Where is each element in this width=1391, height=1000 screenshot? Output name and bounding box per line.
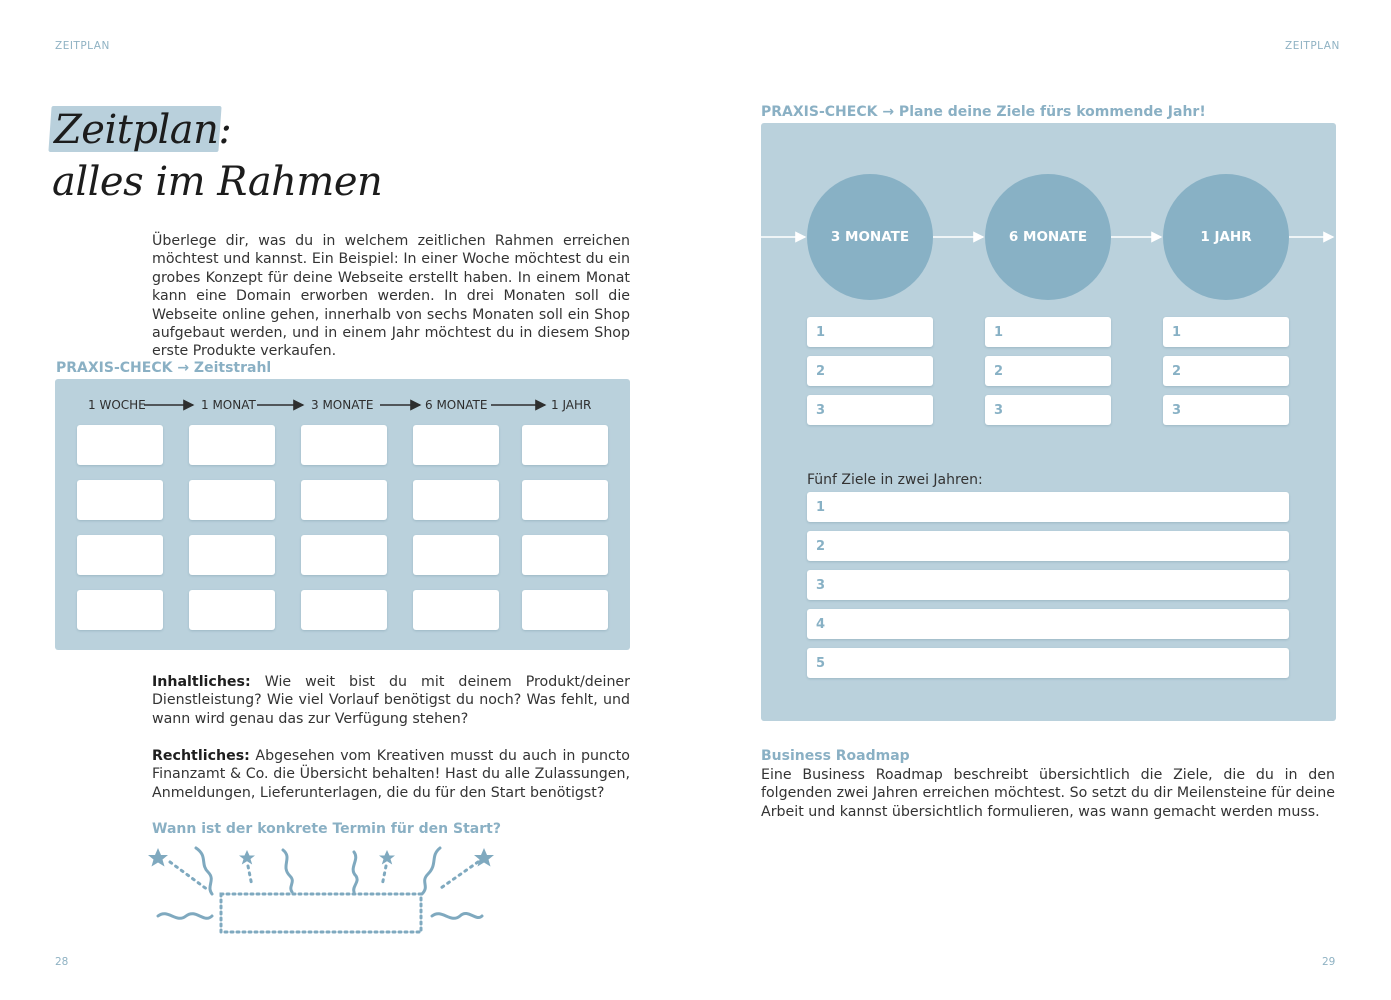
goal-number: 3: [816, 402, 826, 418]
celebration-decoration: [148, 842, 498, 940]
timeline-cell[interactable]: [189, 535, 275, 575]
goal-number: 2: [816, 538, 826, 554]
goal-number: 1: [994, 324, 1004, 340]
goal-number: 3: [1172, 402, 1182, 418]
milestone-circle-3-months: [807, 174, 933, 300]
goal-field-6-months-2[interactable]: [985, 356, 1111, 386]
title-line-1: Zeitplan:: [54, 107, 232, 153]
timeline-cell[interactable]: [522, 425, 608, 465]
goal-field-1-year-2[interactable]: [1163, 356, 1289, 386]
timeline-cell[interactable]: [413, 425, 499, 465]
two-year-goal-field-2[interactable]: [807, 531, 1289, 561]
timeline-cell[interactable]: [77, 480, 163, 520]
goal-number: 1: [816, 499, 826, 515]
timeline-label-3-months: 3 MONATE: [311, 398, 374, 412]
goal-field-3-months-1[interactable]: [807, 317, 933, 347]
goal-field-3-months-2[interactable]: [807, 356, 933, 386]
timeline-label-year: 1 JAHR: [551, 398, 592, 412]
timeline-cell[interactable]: [77, 535, 163, 575]
goals-panel: [761, 123, 1336, 721]
start-date-question: Wann ist der konkrete Termin für den Start?: [152, 821, 501, 837]
timeline-cell[interactable]: [301, 590, 387, 630]
timeline-label-6-months: 6 MONATE: [425, 398, 488, 412]
goal-field-3-months-3[interactable]: [807, 395, 933, 425]
goal-field-6-months-3[interactable]: [985, 395, 1111, 425]
goal-field-6-months-1[interactable]: [985, 317, 1111, 347]
goal-number: 4: [816, 616, 826, 632]
intro-paragraph: Überlege dir, was du in welchem zeitlichen Rahmen erreichen möchtest und kannst. Ein Beispiel: In einer Woche möchtest du ein grobes Konzept für deine Webseite erstellt haben. In einem Monat kann eine Domain erworben werden. In drei Monaten soll die Webseite online gehen, innerhalb von sechs Monaten soll ein Shop aufgebaut werden, und in einem Jahr möchtest du in diesem Shop erste Produkte verkaufen.: [152, 233, 630, 360]
goal-number: 2: [816, 363, 826, 379]
page-number-right: 29: [1322, 956, 1336, 968]
goal-number: 5: [816, 655, 826, 671]
timeline-cell[interactable]: [522, 590, 608, 630]
goal-number: 3: [994, 402, 1004, 418]
goal-field-1-year-3[interactable]: [1163, 395, 1289, 425]
goals-heading: PRAXIS-CHECK → Plane deine Ziele fürs kommende Jahr!: [761, 104, 1206, 120]
goal-number: 2: [994, 363, 1004, 379]
goal-number: 3: [816, 577, 826, 593]
legal-label: Rechtliches:: [152, 748, 250, 764]
timeline-cell[interactable]: [189, 480, 275, 520]
legal-text: Abgesehen vom Kreativen musst du auch in puncto Finanzamt & Co. die Übersicht behalten! Hast du alle Zulassungen, Anmeldungen, Lieferunterlagen, die du für den Start benötigst?: [152, 748, 630, 801]
timeline-cell[interactable]: [413, 535, 499, 575]
page-number-left: 28: [55, 956, 69, 968]
milestone-circle-1-year: [1163, 174, 1289, 300]
two-year-goal-field-4[interactable]: [807, 609, 1289, 639]
timeline-cell[interactable]: [189, 590, 275, 630]
content-text: Wie weit bist du mit deinem Produkt/deiner Dienstleistung? Wie viel Vorlauf benötigst du noch? Was fehlt, und wann wird genau das zur Verfügung stehen?: [152, 674, 630, 727]
timeline-panel: [55, 379, 630, 650]
timeline-cell[interactable]: [522, 480, 608, 520]
milestone-label: 6 MONATE: [1008, 229, 1088, 245]
timeline-cell[interactable]: [413, 590, 499, 630]
two-year-goal-field-5[interactable]: [807, 648, 1289, 678]
five-goals-label: Fünf Ziele in zwei Jahren:: [807, 472, 983, 488]
roadmap-paragraph: Eine Business Roadmap beschreibt übersichtlich die Ziele, die du in den folgenden zwei Jahren erreichen möchtest. So setzt du dir Meilensteine für deine Arbeit und kannst übersichtlich formulieren, was wann gemacht werden muss.: [761, 767, 1335, 820]
timeline-cell[interactable]: [301, 480, 387, 520]
goal-number: 1: [816, 324, 826, 340]
milestone-label: 3 MONATE: [830, 229, 910, 245]
running-head-left: ZEITPLAN: [55, 40, 110, 52]
timeline-heading: PRAXIS-CHECK → Zeitstrahl: [56, 360, 272, 376]
timeline-cell[interactable]: [77, 590, 163, 630]
timeline-cell[interactable]: [189, 425, 275, 465]
legal-paragraph: [152, 747, 630, 802]
timeline-cell[interactable]: [522, 535, 608, 575]
timeline-cell[interactable]: [301, 425, 387, 465]
content-paragraph: [152, 673, 630, 728]
two-year-goal-field-1[interactable]: [807, 492, 1289, 522]
goal-field-1-year-1[interactable]: [1163, 317, 1289, 347]
milestone-label: 1 JAHR: [1200, 229, 1252, 245]
timeline-label-month: 1 MONAT: [201, 398, 256, 412]
content-label: Inhaltliches:: [152, 674, 251, 690]
running-head-right: ZEITPLAN: [1285, 40, 1340, 52]
timeline-cell[interactable]: [77, 425, 163, 465]
timeline-label-week: 1 WOCHE: [88, 398, 146, 412]
timeline-cell[interactable]: [413, 480, 499, 520]
goal-number: 1: [1172, 324, 1182, 340]
roadmap-heading: Business Roadmap: [761, 748, 910, 764]
milestone-circle-6-months: [985, 174, 1111, 300]
timeline-cell[interactable]: [301, 535, 387, 575]
title-line-2: alles im Rahmen: [52, 159, 383, 205]
two-year-goal-field-3[interactable]: [807, 570, 1289, 600]
goal-number: 2: [1172, 363, 1182, 379]
